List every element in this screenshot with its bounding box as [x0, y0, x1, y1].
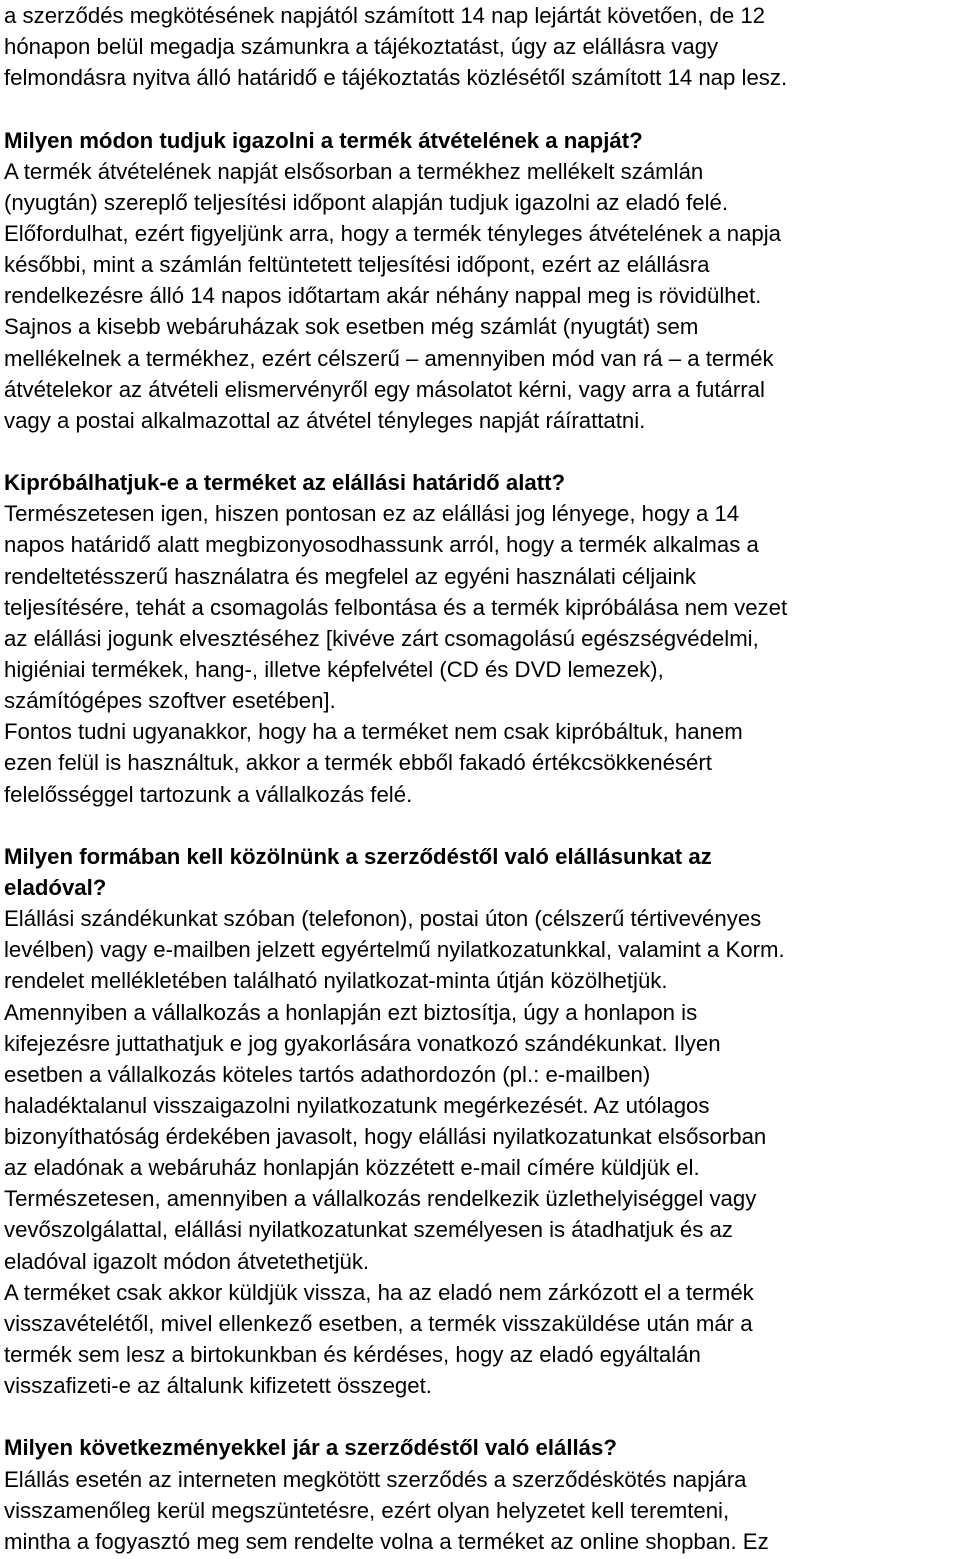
section-heading: Milyen formában kell közölnünk a szerződéstől való elállásunkat az [4, 843, 712, 869]
text-line: visszafizeti-e az általunk kifizetett összeget. [4, 1373, 432, 1399]
intro-paragraph [4, 0, 960, 93]
text-line: teljesítésére, tehát a csomagolás felbontása és a termék kipróbálása nem vezet [4, 594, 788, 620]
text-line: átvételekor az átvételi elismervényről egy másolatot kérni, vagy arra a futárral [4, 376, 765, 402]
text-line: A termék átvételének napját elsősorban a termékhez mellékelt számlán [4, 158, 704, 184]
section-heading: Milyen módon tudjuk igazolni a termék átvételének a napját? [4, 127, 643, 153]
text-line: hónapon belül megadja számunkra a tájékoztatást, úgy az elállásra vagy [4, 34, 719, 60]
text-line: Sajnos a kisebb webáruházak sok esetben még számlát (nyugtát) sem [4, 314, 699, 340]
text-line: (nyugtán) szereplő teljesítési időpont alapján tudjuk igazolni az eladó felé. [4, 189, 729, 215]
section-withdrawal-form [4, 841, 960, 1402]
text-line: kifejezésre juttathatjuk e jog gyakorlására vonatkozó szándékunkat. Ilyen [4, 1030, 721, 1056]
text-line: mellékelnek a termékhez, ezért célszerű – amennyiben mód van rá – a termék [4, 345, 774, 371]
text-line: levélben) vagy e-mailben jelzett egyértelmű nyilatkozatunkkal, valamint a Korm. [4, 937, 785, 963]
text-line: a szerződés megkötésének napjától számított 14 nap lejártát követően, de 12 [4, 3, 766, 28]
text-line: az eladónak a webáruház honlapján közzétett e-mail címére küldjük el. [4, 1155, 700, 1181]
text-line: Előfordulhat, ezért figyeljünk arra, hogy a termék tényleges átvételének a napja [4, 220, 782, 246]
text-line: vagy a postai alkalmazottal az átvétel tényleges napját ráírattatni. [4, 407, 646, 433]
text-line: felelősséggel tartozunk a vállalkozás felé. [4, 781, 413, 807]
text-line: A terméket csak akkor küldjük vissza, ha az eladó nem zárkózott el a termék [4, 1279, 754, 1305]
text-line: bizonyíthatóság érdekében javasolt, hogy elállási nyilatkozatunkat elsősorban [4, 1124, 767, 1150]
text-line: felmondásra nyitva álló határidő e tájékoztatás közlésétől számított 14 nap lesz. [4, 65, 788, 91]
section-heading: Milyen következményekkel jár a szerződéstől való elállás? [4, 1435, 617, 1461]
text-line: Elállás esetén az interneten megkötött szerződés a szerződéskötés napjára [4, 1466, 747, 1492]
text-line: rendelkezésre álló 14 napos időtartam akár néhány nappal meg is rövidülhet. [4, 283, 762, 309]
text-line: Elállási szándékunkat szóban (telefonon), postai úton (célszerű tértivevényes [4, 906, 762, 932]
section-heading: eladóval? [4, 874, 107, 900]
text-line: Természetesen, amennyiben a vállalkozás rendelkezik üzlethelyiséggel vagy [4, 1186, 757, 1212]
paragraph-spacer [4, 1401, 960, 1432]
text-line: vevőszolgálattal, elállási nyilatkozatunkat személyesen is átadhatjuk és az [4, 1217, 733, 1243]
section-heading: Kipróbálhatjuk-e a terméket az elállási határidő alatt? [4, 470, 566, 496]
text-line: rendelet mellékletében található nyilatkozat-minta útján közölhetjük. [4, 968, 668, 994]
text-line: mintha a fogyasztó meg sem rendelte volna a terméket az online shopban. Ez [4, 1528, 769, 1554]
paragraph-spacer [4, 93, 960, 124]
text-line: Fontos tudni ugyanakkor, hogy ha a terméket nem csak kipróbáltuk, hanem [4, 719, 743, 745]
text-line: rendeltetésszerű használatra és megfelel az egyéni használati céljaink [4, 563, 696, 589]
text-line: ezen felül is használtuk, akkor a termék ebből fakadó értékcsökkenésért [4, 750, 712, 776]
section-consequences [4, 1432, 960, 1557]
text-line: számítógépes szoftver esetében]. [4, 688, 336, 714]
paragraph-spacer [4, 810, 960, 841]
text-line: termék sem lesz a birtokunkban és kérdéses, hogy az eladó egyáltalán [4, 1342, 701, 1368]
text-line: higiéniai termékek, hang-, illetve képfelvétel (CD és DVD lemezek), [4, 656, 664, 682]
text-line: visszavételétől, mivel ellenkező esetben, a termék visszaküldése után már a [4, 1310, 753, 1336]
text-line: visszamenőleg kerül megszüntetésre, ezért olyan helyzetet kell teremteni, [4, 1497, 730, 1523]
text-line: későbbi, mint a számlán feltüntetett teljesítési időpont, ezért az elállásra [4, 252, 710, 278]
text-line: esetben a vállalkozás köteles tartós adathordozón (pl.: e-mailben) [4, 1061, 651, 1087]
section-proof-of-receipt [4, 125, 960, 436]
text-line: Természetesen igen, hiszen pontosan ez az elállási jog lényege, hogy a 14 [4, 501, 740, 527]
text-line: napos határidő alatt megbizonyosodhassunk arról, hogy a termék alkalmas a [4, 532, 759, 558]
text-line: eladóval igazolt módon átvetethetjük. [4, 1248, 370, 1274]
text-line: az elállási jogunk elvesztéséhez [kivéve zárt csomagolású egészségvédelmi, [4, 625, 759, 651]
text-line: haladéktalanul visszaigazolni nyilatkozatunk megérkezését. Az utólagos [4, 1092, 710, 1118]
section-trying-product [4, 467, 960, 810]
paragraph-spacer [4, 436, 960, 467]
document-page [4, 0, 960, 1557]
text-line: Amennyiben a vállalkozás a honlapján ezt biztosítja, úgy a honlapon is [4, 999, 698, 1025]
